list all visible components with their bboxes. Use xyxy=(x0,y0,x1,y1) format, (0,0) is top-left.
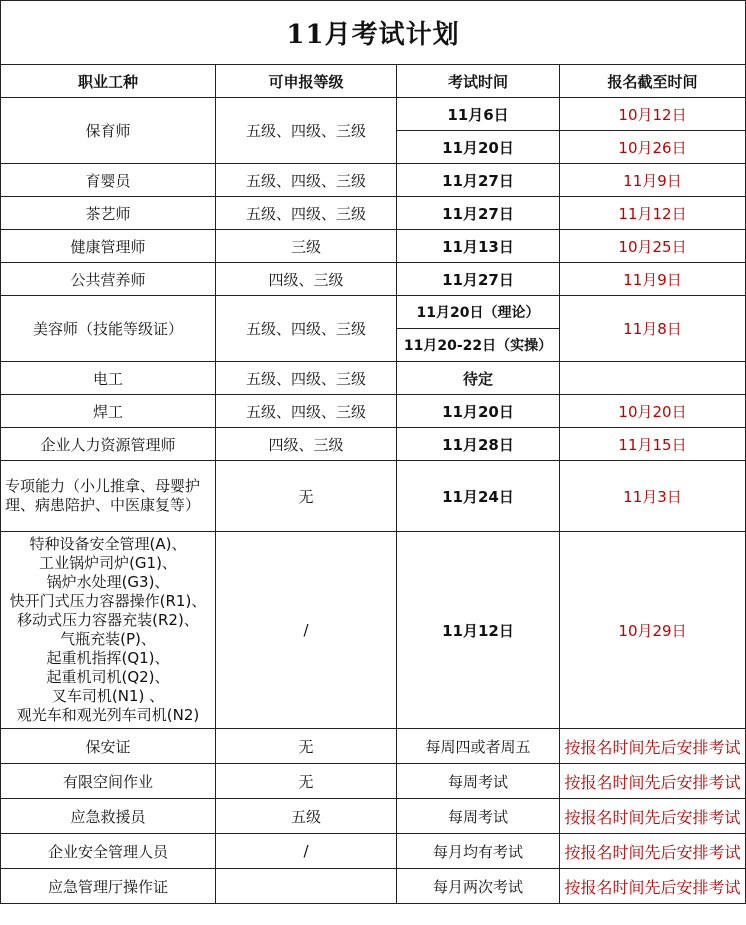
deadline-cell: 按报名时间先后安排考试 xyxy=(560,799,746,834)
deadline-cell: 10月29日 xyxy=(560,532,746,729)
table-row xyxy=(1,869,746,904)
table-row xyxy=(1,428,746,461)
deadline-cell: 11月3日 xyxy=(560,461,746,532)
level-cell: / xyxy=(216,532,397,729)
exam-time-cell: 11月28日 xyxy=(397,428,560,461)
deadline-cell: 10月26日 xyxy=(560,131,746,164)
level-cell: 无 xyxy=(216,461,397,532)
job-cell: 公共营养师 xyxy=(1,263,216,296)
exam-time-cell: 每月均有考试 xyxy=(397,834,560,869)
table-row xyxy=(1,197,746,230)
exam-time-cell: 11月6日 xyxy=(397,98,560,131)
table-row xyxy=(1,532,746,729)
table-row xyxy=(1,729,746,764)
job-cell: 茶艺师 xyxy=(1,197,216,230)
job-cell xyxy=(1,532,216,729)
deadline-cell: 11月12日 xyxy=(560,197,746,230)
table-row xyxy=(1,263,746,296)
deadline-cell: 按报名时间先后安排考试 xyxy=(560,764,746,799)
job-cell: 应急救援员 xyxy=(1,799,216,834)
job-line: 工业锅炉司炉(G1)、 xyxy=(39,554,177,572)
deadline-cell: 11月9日 xyxy=(560,263,746,296)
header-deadline: 报名截至时间 xyxy=(560,65,746,98)
exam-time-cell: 每周考试 xyxy=(397,764,560,799)
job-line: 快开门式压力容器操作(R1)、 xyxy=(9,592,207,610)
deadline-cell: 11月15日 xyxy=(560,428,746,461)
level-cell: 五级、四级、三级 xyxy=(216,197,397,230)
table-row xyxy=(1,296,746,329)
level-cell: 四级、三级 xyxy=(216,263,397,296)
job-line: 专项能力（小儿推拿、母婴护 xyxy=(5,477,201,495)
table-row xyxy=(1,395,746,428)
job-cell: 企业人力资源管理师 xyxy=(1,428,216,461)
level-cell: 无 xyxy=(216,764,397,799)
deadline-cell: 按报名时间先后安排考试 xyxy=(560,869,746,904)
header-exam-time: 考试时间 xyxy=(397,65,560,98)
job-line: 观光车和观光列车司机(N2) xyxy=(16,706,200,724)
level-cell: 四级、三级 xyxy=(216,428,397,461)
deadline-cell: 10月25日 xyxy=(560,230,746,263)
level-cell: 三级 xyxy=(216,230,397,263)
job-cell: 保育师 xyxy=(1,98,216,164)
job-line: 气瓶充装(P)、 xyxy=(60,630,156,648)
level-cell: 五级 xyxy=(216,799,397,834)
exam-time-cell: 待定 xyxy=(397,362,560,395)
job-line: 理、病患陪护、中医康复等） xyxy=(5,496,201,514)
level-cell: 五级、四级、三级 xyxy=(216,362,397,395)
deadline-cell xyxy=(560,362,746,395)
exam-time-cell: 每周考试 xyxy=(397,799,560,834)
level-cell: 五级、四级、三级 xyxy=(216,98,397,164)
table-row xyxy=(1,164,746,197)
job-cell: 焊工 xyxy=(1,395,216,428)
level-cell xyxy=(216,869,397,904)
job-cell xyxy=(1,461,216,532)
level-cell: / xyxy=(216,834,397,869)
job-line: 起重机司机(Q2)、 xyxy=(46,668,170,686)
job-cell: 有限空间作业 xyxy=(1,764,216,799)
deadline-cell: 11月8日 xyxy=(560,296,746,362)
exam-time-cell: 11月20日（理论） xyxy=(397,296,560,329)
deadline-cell: 按报名时间先后安排考试 xyxy=(560,834,746,869)
exam-time-cell: 11月12日 xyxy=(397,532,560,729)
exam-time-cell: 11月27日 xyxy=(397,164,560,197)
job-cell: 应急管理厅操作证 xyxy=(1,869,216,904)
table-row xyxy=(1,461,746,532)
job-cell: 电工 xyxy=(1,362,216,395)
table-row xyxy=(1,98,746,131)
table-row xyxy=(1,834,746,869)
exam-time-cell: 11月13日 xyxy=(397,230,560,263)
job-line: 叉车司机(N1) 、 xyxy=(51,687,165,705)
table-row xyxy=(1,799,746,834)
job-cell: 保安证 xyxy=(1,729,216,764)
job-line: 锅炉水处理(G3)、 xyxy=(46,573,170,591)
job-cell: 美容师（技能等级证） xyxy=(1,296,216,362)
table-row xyxy=(1,764,746,799)
deadline-cell: 10月20日 xyxy=(560,395,746,428)
level-cell: 五级、四级、三级 xyxy=(216,296,397,362)
page-title: 11月考试计划 xyxy=(1,1,746,65)
exam-time-cell: 11月20-22日（实操） xyxy=(397,329,560,362)
deadline-cell: 10月12日 xyxy=(560,98,746,131)
exam-time-cell: 11月27日 xyxy=(397,197,560,230)
deadline-cell: 11月9日 xyxy=(560,164,746,197)
header-job: 职业工种 xyxy=(1,65,216,98)
level-cell: 五级、四级、三级 xyxy=(216,164,397,197)
job-cell: 企业安全管理人员 xyxy=(1,834,216,869)
job-line: 特种设备安全管理(A)、 xyxy=(29,535,187,553)
job-cell: 健康管理师 xyxy=(1,230,216,263)
exam-time-cell: 11月20日 xyxy=(397,395,560,428)
job-line: 起重机指挥(Q1)、 xyxy=(46,649,170,667)
exam-time-cell: 11月20日 xyxy=(397,131,560,164)
exam-time-cell: 每周四或者周五 xyxy=(397,729,560,764)
deadline-cell: 按报名时间先后安排考试 xyxy=(560,729,746,764)
job-cell: 育婴员 xyxy=(1,164,216,197)
job-line: 移动式压力容器充装(R2)、 xyxy=(17,611,199,629)
exam-time-cell: 每月两次考试 xyxy=(397,869,560,904)
table-row xyxy=(1,230,746,263)
exam-time-cell: 11月27日 xyxy=(397,263,560,296)
header-level: 可申报等级 xyxy=(216,65,397,98)
exam-time-cell: 11月24日 xyxy=(397,461,560,532)
level-cell: 无 xyxy=(216,729,397,764)
level-cell: 五级、四级、三级 xyxy=(216,395,397,428)
table-row xyxy=(1,362,746,395)
